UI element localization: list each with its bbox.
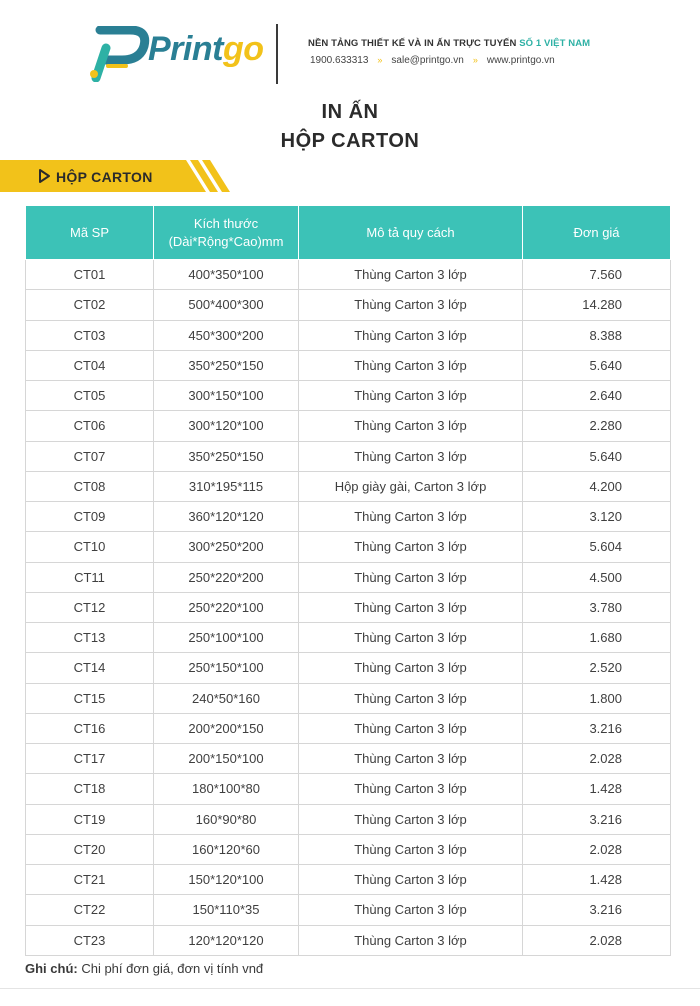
separator-arrow-icon: » [377, 55, 383, 65]
cell-size: 200*200*150 [154, 713, 299, 743]
table-row [26, 441, 671, 471]
cell-size: 180*100*80 [154, 774, 299, 804]
banner-label: HỘP CARTON [56, 169, 153, 185]
cell-code: CT21 [26, 865, 154, 895]
printgo-logo [86, 26, 264, 82]
cell-size: 300*250*200 [154, 532, 299, 562]
table-row [26, 502, 671, 532]
section-banner [0, 160, 230, 192]
cell-price: 3.216 [523, 895, 671, 925]
cell-code: CT20 [26, 834, 154, 864]
cell-code: CT14 [26, 653, 154, 683]
cell-code: CT13 [26, 623, 154, 653]
tagline-highlight: SỐ 1 VIỆT NAM [519, 38, 591, 49]
cell-price: 5.604 [523, 532, 671, 562]
cell-code: CT06 [26, 411, 154, 441]
table-row [26, 290, 671, 320]
header-code: Mã SP [26, 206, 154, 260]
cell-code: CT11 [26, 562, 154, 592]
cell-price: 3.120 [523, 502, 671, 532]
cell-desc: Thùng Carton 3 lớp [299, 865, 523, 895]
cell-price: 2.028 [523, 744, 671, 774]
cell-desc: Thùng Carton 3 lớp [299, 683, 523, 713]
header-desc: Mô tả quy cách [299, 206, 523, 260]
table-row [26, 532, 671, 562]
cell-desc: Thùng Carton 3 lớp [299, 925, 523, 955]
cell-code: CT02 [26, 290, 154, 320]
cell-size: 120*120*120 [154, 925, 299, 955]
cell-desc: Thùng Carton 3 lớp [299, 260, 523, 290]
table-row [26, 623, 671, 653]
cell-code: CT05 [26, 381, 154, 411]
cell-code: CT09 [26, 502, 154, 532]
table-row [26, 865, 671, 895]
cell-code: CT08 [26, 471, 154, 501]
cell-size: 310*195*115 [154, 471, 299, 501]
cell-size: 350*250*150 [154, 441, 299, 471]
cell-price: 2.280 [523, 411, 671, 441]
cell-desc: Thùng Carton 3 lớp [299, 774, 523, 804]
page-header [0, 0, 700, 95]
cell-size: 250*220*100 [154, 592, 299, 622]
cell-desc: Thùng Carton 3 lớp [299, 804, 523, 834]
table-row [26, 381, 671, 411]
cell-size: 150*110*35 [154, 895, 299, 925]
cell-size: 250*100*100 [154, 623, 299, 653]
cell-code: CT19 [26, 804, 154, 834]
cell-desc: Thùng Carton 3 lớp [299, 834, 523, 864]
email-link[interactable]: sale@printgo.vn [391, 55, 464, 66]
cell-desc: Thùng Carton 3 lớp [299, 713, 523, 743]
cell-size: 200*150*100 [154, 744, 299, 774]
cell-desc: Thùng Carton 3 lớp [299, 592, 523, 622]
header-divider [276, 24, 278, 84]
header-size [154, 206, 299, 260]
cell-size: 300*120*100 [154, 411, 299, 441]
cell-price: 8.388 [523, 320, 671, 350]
cell-code: CT10 [26, 532, 154, 562]
separator-arrow-icon: » [472, 55, 478, 65]
cell-size: 300*150*100 [154, 381, 299, 411]
cell-desc: Thùng Carton 3 lớp [299, 744, 523, 774]
table-row [26, 350, 671, 380]
logo-mark-icon [86, 26, 156, 82]
logo-wordmark [148, 30, 264, 69]
table-row [26, 592, 671, 622]
cell-code: CT01 [26, 260, 154, 290]
table-row [26, 653, 671, 683]
cell-desc: Thùng Carton 3 lớp [299, 411, 523, 441]
table-row [26, 774, 671, 804]
cell-price: 7.560 [523, 260, 671, 290]
table-row [26, 834, 671, 864]
phone-number: 1900.633313 [310, 55, 369, 66]
cell-code: CT07 [26, 441, 154, 471]
header-size-line2: (Dài*Rộng*Cao)mm [168, 233, 284, 249]
table-row [26, 744, 671, 774]
cell-price: 2.640 [523, 381, 671, 411]
cell-price: 14.280 [523, 290, 671, 320]
cell-desc: Thùng Carton 3 lớp [299, 532, 523, 562]
cell-size: 450*300*200 [154, 320, 299, 350]
cell-price: 4.200 [523, 471, 671, 501]
tagline [308, 38, 590, 49]
cell-desc: Thùng Carton 3 lớp [299, 623, 523, 653]
header-size-line1: Kích thước [193, 215, 259, 231]
cell-code: CT15 [26, 683, 154, 713]
cell-size: 360*120*120 [154, 502, 299, 532]
cell-desc: Hộp giày gài, Carton 3 lớp [299, 471, 523, 501]
logo-text-main: Print [148, 30, 223, 68]
cell-desc: Thùng Carton 3 lớp [299, 502, 523, 532]
cell-code: CT12 [26, 592, 154, 622]
cell-price: 2.028 [523, 925, 671, 955]
table-row [26, 713, 671, 743]
cell-price: 2.028 [523, 834, 671, 864]
table-header-row [26, 206, 671, 260]
page-title-line1: IN ẤN [321, 101, 379, 123]
table-row [26, 804, 671, 834]
cell-price: 4.500 [523, 562, 671, 592]
table-row [26, 260, 671, 290]
table-row [26, 895, 671, 925]
cell-desc: Thùng Carton 3 lớp [299, 562, 523, 592]
website-link[interactable]: www.printgo.vn [486, 55, 555, 66]
footnote-text: Chi phí đơn giá, đơn vị tính vnđ [77, 961, 264, 976]
cell-desc: Thùng Carton 3 lớp [299, 653, 523, 683]
header-price: Đơn giá [523, 206, 671, 260]
table-row [26, 562, 671, 592]
cell-price: 3.216 [523, 713, 671, 743]
footer-divider [0, 988, 700, 989]
cell-desc: Thùng Carton 3 lớp [299, 350, 523, 380]
price-table [25, 205, 671, 956]
cell-size: 400*350*100 [154, 260, 299, 290]
cell-desc: Thùng Carton 3 lớp [299, 895, 523, 925]
cell-desc: Thùng Carton 3 lớp [299, 320, 523, 350]
table-row [26, 925, 671, 955]
cell-code: CT04 [26, 350, 154, 380]
cell-size: 350*250*150 [154, 350, 299, 380]
cell-price: 2.520 [523, 653, 671, 683]
cell-price: 5.640 [523, 350, 671, 380]
table-body [26, 260, 671, 956]
cell-size: 160*90*80 [154, 804, 299, 834]
footnote-label: Ghi chú: [25, 961, 78, 976]
table-row [26, 320, 671, 350]
logo-text-accent: go [222, 30, 264, 68]
cell-code: CT16 [26, 713, 154, 743]
cell-desc: Thùng Carton 3 lớp [299, 441, 523, 471]
cell-size: 150*120*100 [154, 865, 299, 895]
cell-desc: Thùng Carton 3 lớp [299, 290, 523, 320]
cell-code: CT18 [26, 774, 154, 804]
cell-price: 1.428 [523, 865, 671, 895]
cell-size: 500*400*300 [154, 290, 299, 320]
cell-price: 1.428 [523, 774, 671, 804]
cell-price: 3.780 [523, 592, 671, 622]
table-row [26, 471, 671, 501]
cell-size: 240*50*160 [154, 683, 299, 713]
cell-size: 160*120*60 [154, 834, 299, 864]
cell-code: CT03 [26, 320, 154, 350]
table-row [26, 683, 671, 713]
page-title-line2: HỘP CARTON [280, 130, 420, 152]
cell-size: 250*150*100 [154, 653, 299, 683]
cell-desc: Thùng Carton 3 lớp [299, 381, 523, 411]
contact-line [310, 55, 555, 66]
cell-code: CT23 [26, 925, 154, 955]
tagline-main: NỀN TẢNG THIẾT KẾ VÀ IN ẤN TRỰC TUYẾN [308, 38, 520, 49]
cell-price: 1.800 [523, 683, 671, 713]
table-row [26, 411, 671, 441]
cell-code: CT22 [26, 895, 154, 925]
footnote [25, 961, 263, 976]
cell-price: 3.216 [523, 804, 671, 834]
cell-price: 1.680 [523, 623, 671, 653]
cell-price: 5.640 [523, 441, 671, 471]
cell-code: CT17 [26, 744, 154, 774]
cell-size: 250*220*200 [154, 562, 299, 592]
